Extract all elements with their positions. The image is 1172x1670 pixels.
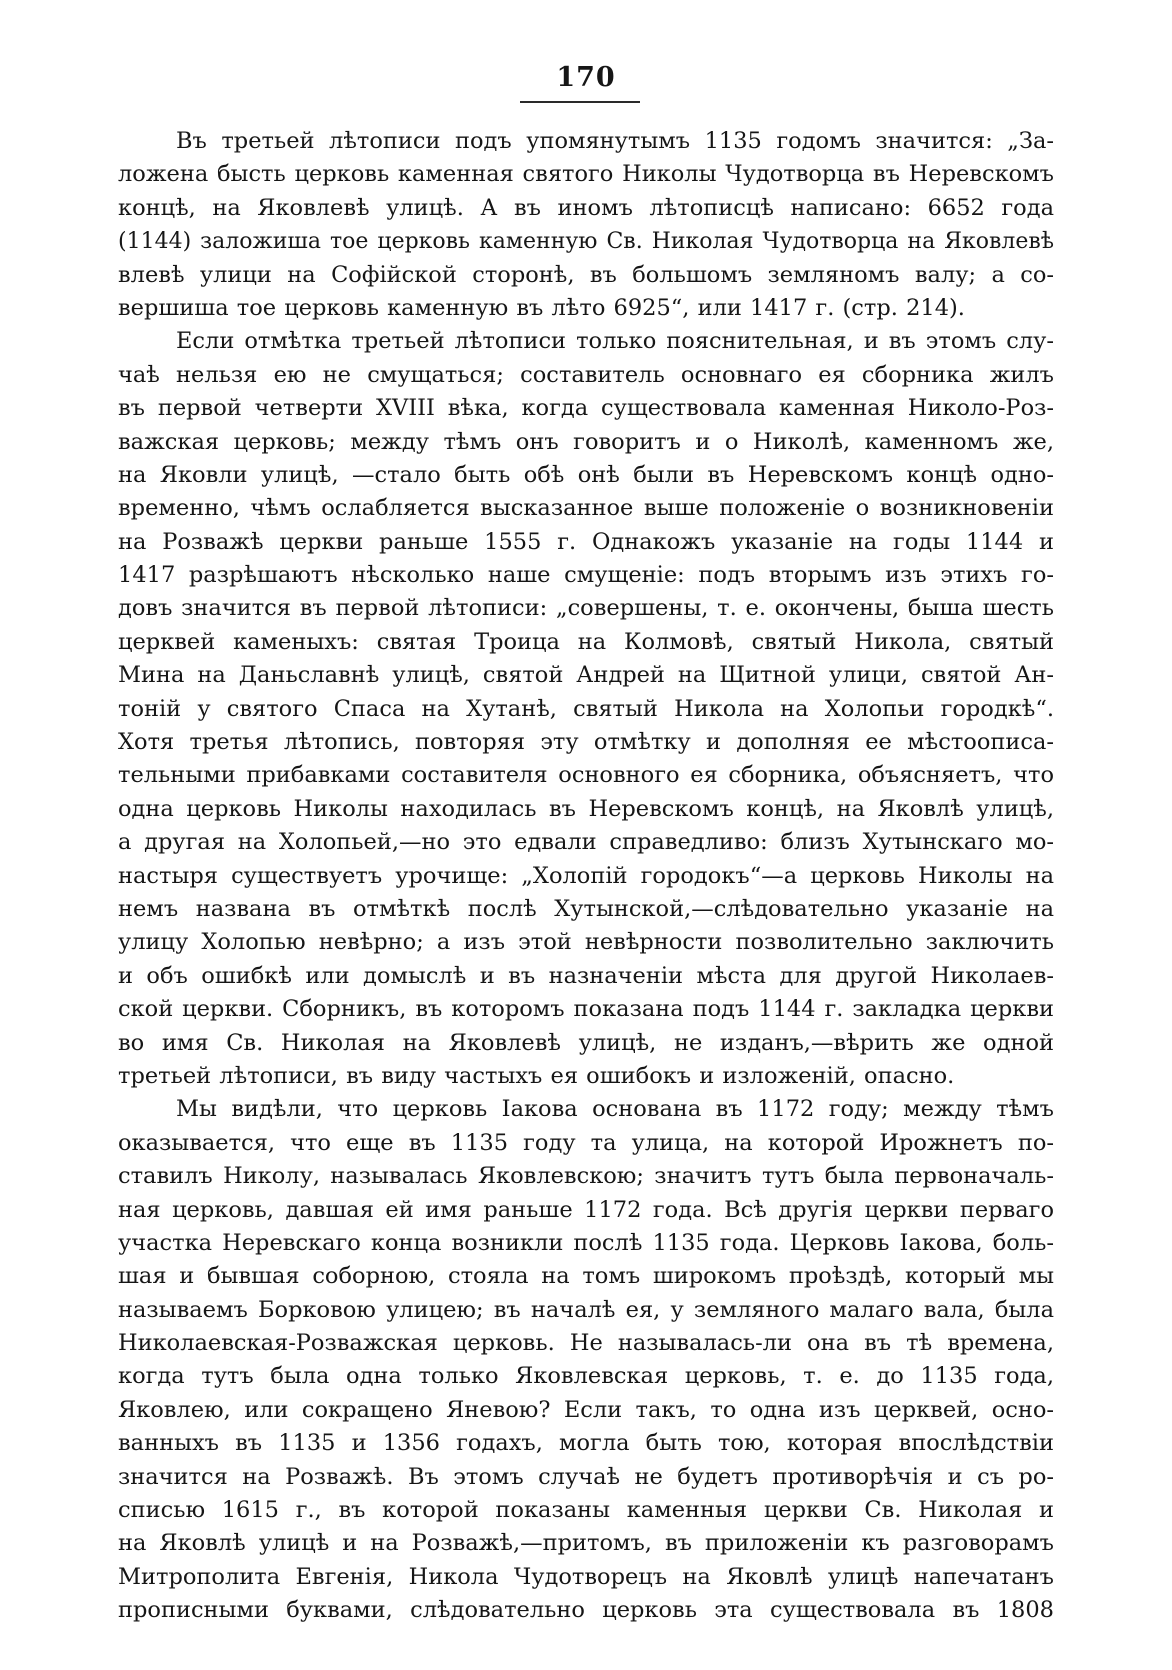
- text-line: важская церковь; между тѣмъ онъ говоритъ и о Николѣ, каменномъ же,: [118, 428, 1054, 455]
- text-line: тоній у святого Спаса на Хутанѣ, святый Никола на Холопьи городкѣ“.: [118, 695, 1054, 722]
- text-line: значится на Розважѣ. Въ этомъ случаѣ не будетъ противорѣчія и съ ро-: [118, 1463, 1054, 1490]
- text-line: Митрополита Евгенія, Никола Чудотворецъ на Яковлѣ улицѣ напечатанъ: [118, 1563, 1054, 1590]
- text-line: влевѣ улици на Софійской сторонѣ, въ большомъ земляномъ валу; а со-: [118, 261, 1054, 288]
- body-text: [118, 125, 1054, 1628]
- text-line: 1417 разрѣшаютъ нѣсколько наше смущеніе: подъ вторымъ изъ этихъ го-: [118, 562, 1054, 589]
- text-line: во имя Св. Николая на Яковлевѣ улицѣ, не изданъ,—вѣрить же одной: [118, 1029, 1054, 1056]
- text-line: Хотя третья лѣтопись, повторяя эту отмѣтку и дополняя ее мѣстоописа-: [118, 729, 1054, 756]
- page-number-rule: [520, 101, 640, 103]
- text-line: шая и бывшая соборною, стояла на томъ широкомъ проѣздѣ, который мы: [118, 1263, 1054, 1290]
- page-number: 170: [556, 62, 616, 93]
- text-line: на Яковли улицѣ, —стало быть обѣ онѣ были въ Неревскомъ концѣ одно-: [118, 461, 1054, 488]
- text-line: вершиша тое церковь каменную въ лѣто 6925“, или 1417 г. (стр. 214).: [118, 294, 965, 321]
- text-line: когда тутъ была одна только Яковлевская церковь, т. е. до 1135 года,: [118, 1363, 1054, 1390]
- text-line: Мина на Даньславнѣ улицѣ, святой Андрей на Щитной улици, святой Ан-: [118, 662, 1054, 689]
- text-line: а другая на Холопьей,—но это едвали справедливо: близъ Хутынскаго мо-: [118, 829, 1054, 856]
- text-line: въ первой четверти XVIII вѣка, когда существовала каменная Николо-Роз-: [118, 395, 1054, 422]
- text-line: Мы видѣли, что церковь Іакова основана въ 1172 году; между тѣмъ: [176, 1096, 1054, 1123]
- text-line: чаѣ нельзя ею не смущаться; составитель основнаго ея сборника жилъ: [118, 361, 1054, 388]
- text-line: оказывается, что еще въ 1135 году та улица, на которой Ирожнетъ по-: [118, 1129, 1054, 1156]
- text-line: участка Неревскаго конца возникли послѣ 1135 года. Церковь Іакова, боль-: [118, 1229, 1054, 1256]
- text-line: концѣ, на Яковлевѣ улицѣ. А въ иномъ лѣтописцѣ написано: 6652 года: [118, 194, 1054, 221]
- text-line: церквей каменыхъ: святая Троица на Колмовѣ, святый Никола, святый: [118, 628, 1054, 655]
- text-line: немъ названа въ отмѣткѣ послѣ Хутынской,—слѣдовательно указаніе на: [118, 895, 1054, 922]
- text-line: настыря существуетъ урочище: „Холопій городокъ“—а церковь Николы на: [118, 862, 1054, 889]
- text-line: Въ третьей лѣтописи подъ упомянутымъ 1135 годомъ значится: „За-: [176, 128, 1054, 154]
- text-line: довъ значится въ первой лѣтописи: „совершены, т. е. окончены, быша шесть: [118, 595, 1054, 622]
- text-line: и объ ошибкѣ или домыслѣ и въ назначеніи мѣста для другой Николаев-: [118, 962, 1054, 989]
- text-line: прописными буквами, слѣдовательно церковь эта существовала въ 1808: [118, 1597, 1054, 1624]
- text-line: ставилъ Николу, называлась Яковлевскою; значитъ тутъ была первоначаль-: [118, 1163, 1054, 1190]
- text-line: называемъ Борковою улицею; въ началѣ ея, у земляного малаго вала, была: [118, 1296, 1054, 1323]
- text-line: списью 1615 г., въ которой показаны каменныя церкви Св. Николая и: [118, 1497, 1054, 1524]
- text-line: Николаевская-Розважская церковь. Не называлась-ли она въ тѣ времена,: [118, 1330, 1054, 1357]
- text-line: временно, чѣмъ ослабляется высказанное выше положеніе о возникновеніи: [118, 495, 1054, 522]
- text-line: третьей лѣтописи, въ виду частыхъ ея ошибокъ и изложеній, опасно.: [118, 1062, 955, 1089]
- text-line: тельными прибавками составителя основного ея сборника, объясняетъ, что: [118, 762, 1054, 789]
- text-line: Если отмѣтка третьей лѣтописи только пояснительная, и въ этомъ слу-: [176, 328, 1054, 355]
- text-line: ской церкви. Сборникъ, въ которомъ показана подъ 1144 г. закладка церкви: [118, 996, 1054, 1023]
- text-line: ванныхъ въ 1135 и 1356 годахъ, могла быть тою, которая впослѣдствіи: [118, 1430, 1054, 1457]
- text-line: на Яковлѣ улицѣ и на Розважѣ,—притомъ, въ приложеніи къ разговорамъ: [118, 1530, 1054, 1557]
- text-line: на Розважѣ церкви раньше 1555 г. Однакожъ указаніе на годы 1144 и: [118, 528, 1054, 555]
- text-line: ная церковь, давшая ей имя раньше 1172 года. Всѣ другія церкви перваго: [118, 1196, 1054, 1223]
- text-line: одна церковь Николы находилась въ Неревскомъ концѣ, на Яковлѣ улицѣ,: [118, 795, 1054, 822]
- text-line: (1144) заложиша тое церковь каменную Св. Николая Чудотворца на Яковлевѣ: [118, 229, 1054, 255]
- text-line: Яковлею, или сокращено Яневою? Если такъ, то одна изъ церквей, осно-: [118, 1396, 1054, 1423]
- text-line: улицу Холопью невѣрно; а изъ этой невѣрности позволительно заключить: [118, 929, 1054, 956]
- text-line: ложена бысть церковь каменная святого Николы Чудотворца въ Неревскомъ: [118, 161, 1054, 188]
